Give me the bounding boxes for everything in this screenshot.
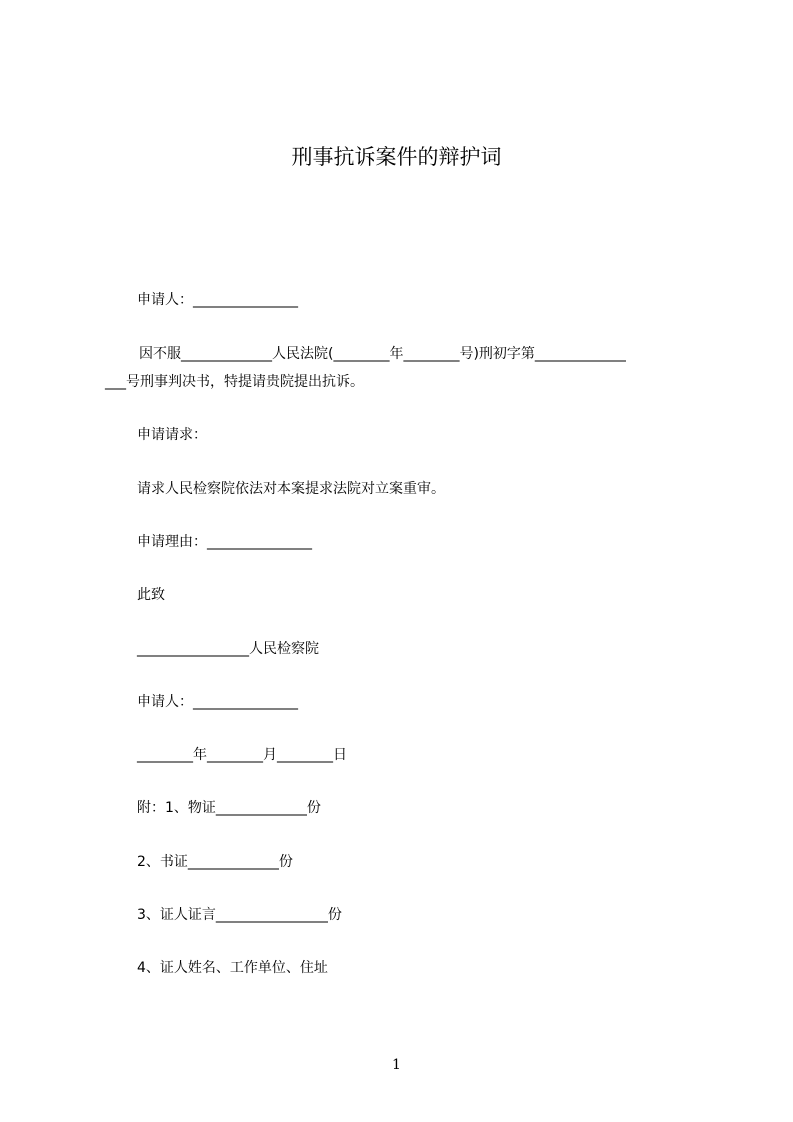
salutation: 此致 [137,587,165,603]
request-content: 请求人民检察院依法对本案提求法院对立案重审。 [137,481,445,497]
appeal-reason-line-2: ___号刑事判决书，特提请贵院提出抗诉。 [105,374,364,390]
reason-line: 申请理由：_______________ [137,534,312,550]
date-line: ________年________月________日 [137,747,347,763]
signature-applicant-line: 申请人：_______________ [137,694,298,710]
attachment-item-3: 3、证人证言________________份 [137,907,342,923]
page-number: 1 [392,1057,401,1073]
attachment-item-1: 附：1、物证_____________份 [137,800,321,816]
attachment-item-4: 4、证人姓名、工作单位、住址 [137,960,328,976]
request-heading: 申请请求： [137,427,207,443]
applicant-line: 申请人：_______________ [137,292,298,308]
procuratorate-line: ________________人民检察院 [137,641,319,657]
document-title: 刑事抗诉案件的辩护词 [291,145,502,169]
attachment-item-2: 2、书证_____________份 [137,854,293,870]
appeal-reason-line-1: 因不服_____________人民法院(________年________号)刑初字第_____________ [139,346,626,362]
